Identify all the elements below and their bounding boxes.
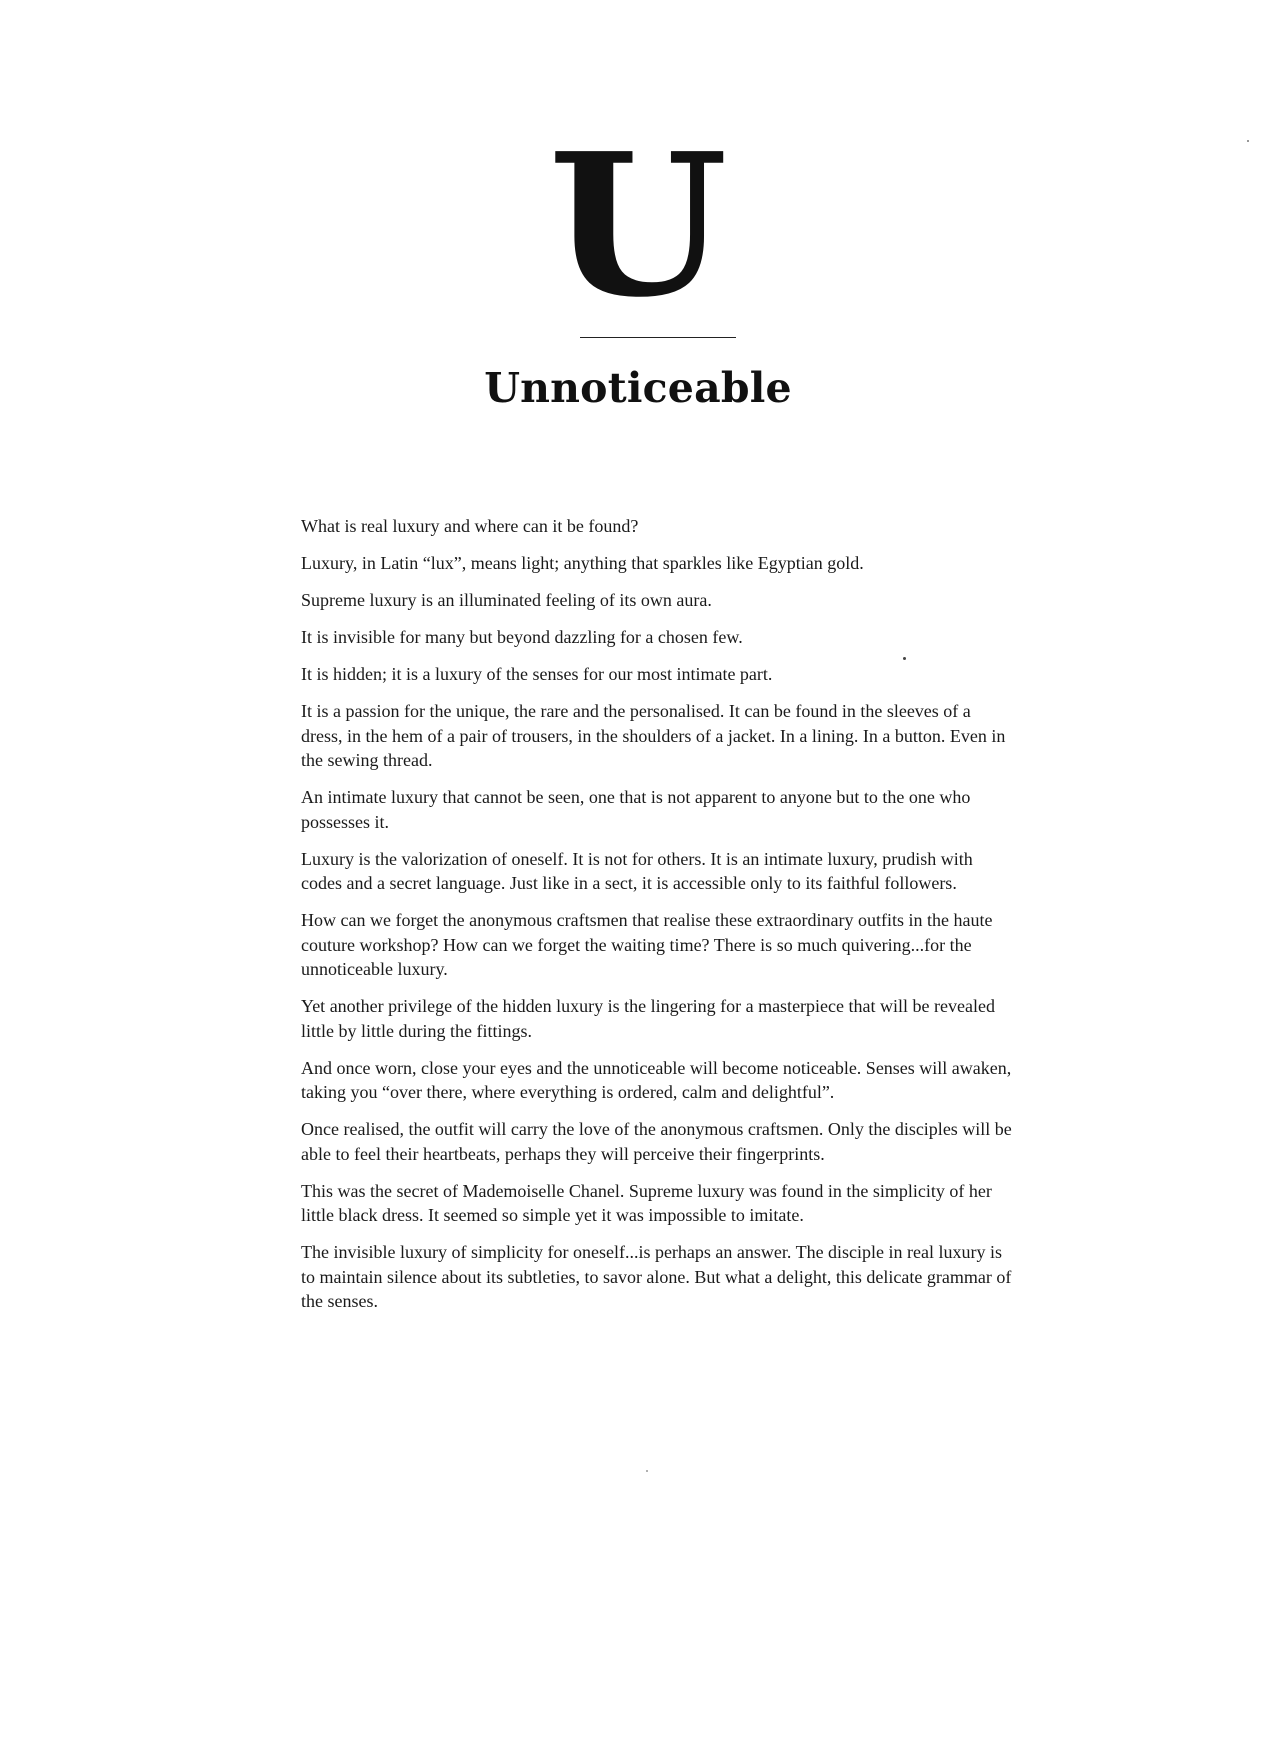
paragraph: Luxury, in Latin “lux”, means light; anything that sparkles like Egyptian gold. (301, 553, 864, 573)
paragraph: Luxury is the valorization of oneself. It is not for others. It is an intimate luxury, prudish with codes and a secret language. Just like in a sect, it is accessible only to its faithful followers. (301, 848, 973, 893)
paragraph: It is invisible for many but beyond dazzling for a chosen few. (301, 627, 743, 647)
chapter-title: Unnoticeable (484, 364, 792, 412)
paragraph: What is real luxury and where can it be found? (301, 516, 639, 536)
scan-speck (1247, 140, 1249, 142)
paragraph: This was the secret of Mademoiselle Chanel. Supreme luxury was found in the simplicity of her little black dress. It seemed so simple yet it was impossible to imitate. (301, 1180, 992, 1225)
paragraph: How can we forget the anonymous craftsmen that realise these extraordinary outfits in the haute couture workshop? How can we forget the waiting time? There is so much quivering...for the unnoticeable luxury. (301, 910, 993, 979)
paragraph: Once realised, the outfit will carry the love of the anonymous craftsmen. Only the disciples will be able to feel their heartbeats, perhaps they will perceive their fingerprints. (301, 1119, 1012, 1164)
chapter-initial-letter: U (548, 111, 728, 341)
scan-speck (646, 1470, 648, 1472)
paragraph: An intimate luxury that cannot be seen, one that is not apparent to anyone but to the one who possesses it. (301, 787, 971, 832)
paragraph: Yet another privilege of the hidden luxury is the lingering for a masterpiece that will be revealed little by little during the fittings. (301, 996, 995, 1041)
paragraph: It is hidden; it is a luxury of the senses for our most intimate part. (301, 664, 773, 684)
title-divider (580, 337, 736, 338)
paragraph: It is a passion for the unique, the rare and the personalised. It can be found in the sleeves of a dress, in the hem of a pair of trousers, in the shoulders of a jacket. In a lining. In a button. Even in the sewing thread. (301, 701, 1006, 770)
paragraph: The invisible luxury of simplicity for oneself...is perhaps an answer. The disciple in real luxury is to maintain silence about its subtleties, to savor alone. But what a delight, this delicate grammar of the senses. (301, 1242, 1012, 1311)
body-text (301, 514, 1013, 1326)
scan-speck (903, 657, 906, 660)
paragraph: And once worn, close your eyes and the unnoticeable will become noticeable. Senses will awaken, taking you “over there, where everything is ordered, calm and delightful”. (301, 1057, 1012, 1102)
paragraph: Supreme luxury is an illuminated feeling of its own aura. (301, 590, 712, 610)
